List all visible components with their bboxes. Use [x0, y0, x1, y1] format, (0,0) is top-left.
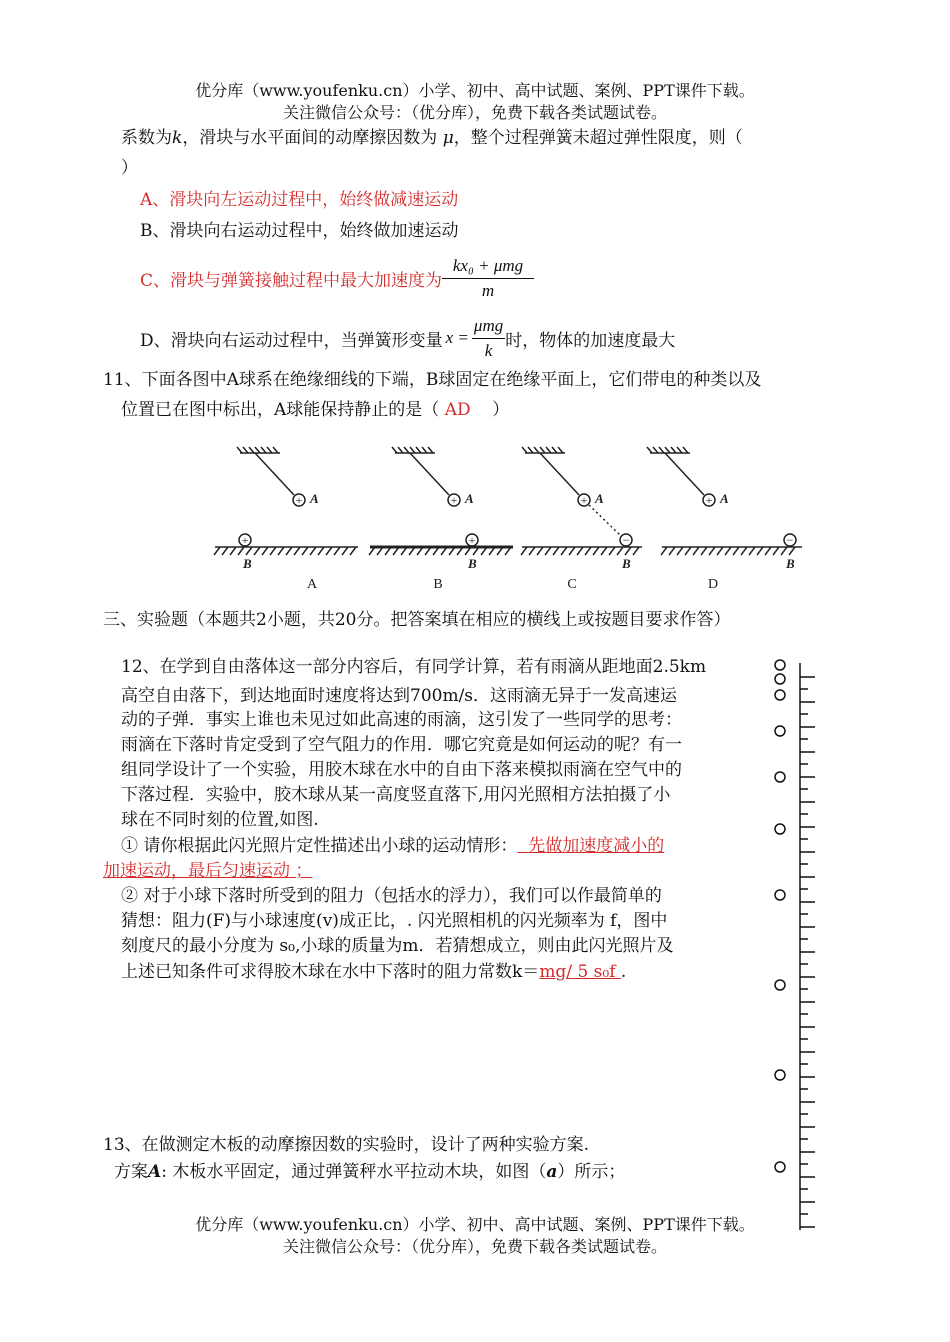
- q12-part-2-line-3: 刻度尺的最小分度为 s₀,小球的质量为m．若猜想成立，则由此闪光照片及: [121, 936, 674, 956]
- q10-option-a: A、滑块向左运动过程中，始终做减速运动: [140, 190, 459, 210]
- q10-option-d: D、滑块向右运动过程中，当弹簧形变量 x = $\frac{\text{μmg}}{k}$ 时，物体的加速度最大: [140, 315, 676, 360]
- q10-option-d-fraction: $\frac{\text{μmg}}{k}$: [473, 315, 504, 360]
- q10-stem: 系数为k，滑块与水平面间的动摩擦因数为 μ，整个过程弹簧未超过弹性限度，则（: [121, 128, 743, 148]
- header-line-1: 优分库（www.youfenku.cn）小学、初中、高中试题、案例、PPT课件下载。: [195, 81, 755, 100]
- panel-c-ball-b-label: B: [622, 556, 631, 571]
- q10-option-b: B、滑块向右运动过程中，始终做加速运动: [140, 221, 459, 241]
- q12-line-1: 12、在学到自由落体这一部分内容后，有同学计算，若有雨滴从距地面2.5km: [121, 657, 707, 677]
- q11-answer: AD: [444, 400, 471, 420]
- panel-a-caption: A: [306, 577, 318, 592]
- panel-a-a-charge: +: [295, 493, 303, 507]
- q12-part-1: ① 请你根据此闪光照片定性描述出小球的运动情形： 先做加速度减小的: [121, 836, 665, 856]
- q12-part-1-answer-a: 先做加速度减小的: [528, 836, 665, 856]
- panel-c-a-charge: +: [580, 493, 588, 507]
- q12-part-1-cont: [103, 859, 312, 884]
- footer-line-1: 优分库（www.youfenku.cn）小学、初中、高中试题、案例、PPT课件下载。: [195, 1215, 755, 1234]
- panel-b-caption: B: [433, 577, 443, 592]
- footer-line-2: 关注微信公众号：（优分库），免费下载各类试题试卷。: [282, 1237, 667, 1256]
- panel-b: [369, 447, 513, 555]
- q10-option-c-fraction: $\frac{\text{kx₀ + μmg}}{m}$: [442, 256, 534, 301]
- q12-line-5: 组同学设计了一个实验，用胶木球在水中的自由下落来模拟雨滴在空气中的: [121, 760, 682, 780]
- header-line-2: 关注微信公众号：（优分库），免费下载各类试题试卷。: [282, 103, 667, 122]
- panel-a-b-charge: +: [241, 533, 249, 547]
- q11-line-1: 11、下面各图中A球系在绝缘细线的下端，B球固定在绝缘平面上，它们带电的种类以及: [103, 370, 762, 390]
- panel-c-b-charge: −: [622, 533, 630, 547]
- q12-part-2-line-1: ② 对于小球下落时所受到的阻力（包括水的浮力），我们可以作最简单的: [121, 886, 662, 906]
- panel-a: [214, 447, 358, 555]
- panel-c-ball-a-label: A: [595, 491, 604, 506]
- q10-stem-close: ）: [121, 158, 138, 178]
- panel-a-ball-a-label: A: [310, 491, 319, 506]
- q12-part-2-answer: mg/ 5 s₀f: [539, 962, 616, 982]
- section-3-title: 三、实验题（本题共2小题，共20分。把答案填在相应的横线上或按题目要求作答）: [103, 610, 731, 630]
- panel-c-caption: C: [567, 577, 577, 592]
- q12-line-3: 动的子弹．事实上谁也未见过如此高速的雨滴，这引发了一些同学的思考：: [121, 710, 682, 730]
- panel-b-b-charge: +: [468, 533, 476, 547]
- q11-line-2: 位置已在图中标出，A球能保持静止的是（ AD ）: [121, 400, 510, 420]
- q12-part-1-answer-b: 加速运动，最后匀速运动 ；: [103, 861, 313, 881]
- panel-d-ball-a-label: A: [720, 491, 729, 506]
- q13-line-1: 13、在做测定木板的动摩擦因数的实验时，设计了两种实验方案.: [103, 1135, 590, 1155]
- q10-option-c: C、滑块与弹簧接触过程中最大加速度为 $\frac{\text{kx₀ + μmg}}{m}$: [140, 250, 534, 306]
- q12-part-2-line-4: 上述已知条件可求得胶木球在水中下落时的阻力常数k＝mg/ 5 s₀f .: [121, 962, 627, 982]
- panel-b-a-charge: +: [450, 493, 458, 507]
- q12-line-6: 下落过程．实验中，胶木球从某一高度竖直落下,用闪光照相方法拍摄了小: [121, 785, 671, 805]
- panel-d-a-charge: +: [705, 493, 713, 507]
- panel-d-caption: D: [707, 577, 719, 592]
- panel-b-ball-a-label: A: [465, 491, 474, 506]
- panel-d-b-charge: −: [786, 533, 794, 547]
- panel-a-ball-b-label: B: [243, 556, 252, 571]
- q12-line-7: 球在不同时刻的位置,如图.: [121, 810, 319, 830]
- q11-figure: [210, 440, 810, 600]
- q13-line-2: 方案A: 木板水平固定，通过弹簧秤水平拉动木块，如图（a）所示；: [114, 1162, 626, 1182]
- panel-d-ball-b-label: B: [786, 556, 795, 571]
- q12-line-4: 雨滴在下落时肯定受到了空气阻力的作用．哪它究竟是如何运动的呢？有一: [121, 735, 682, 755]
- flash-photo-ruler: [770, 655, 815, 1235]
- panel-b-ball-b-label: B: [468, 556, 477, 571]
- q12-part-2-line-2: 猜想：阻力(F)与小球速度(v)成正比，. 闪光照相机的闪光频率为 f，图中: [121, 911, 668, 931]
- q12-line-2: 高空自由落下，到达地面时速度将达到700m/s．这雨滴无异于一发高速运: [121, 686, 678, 706]
